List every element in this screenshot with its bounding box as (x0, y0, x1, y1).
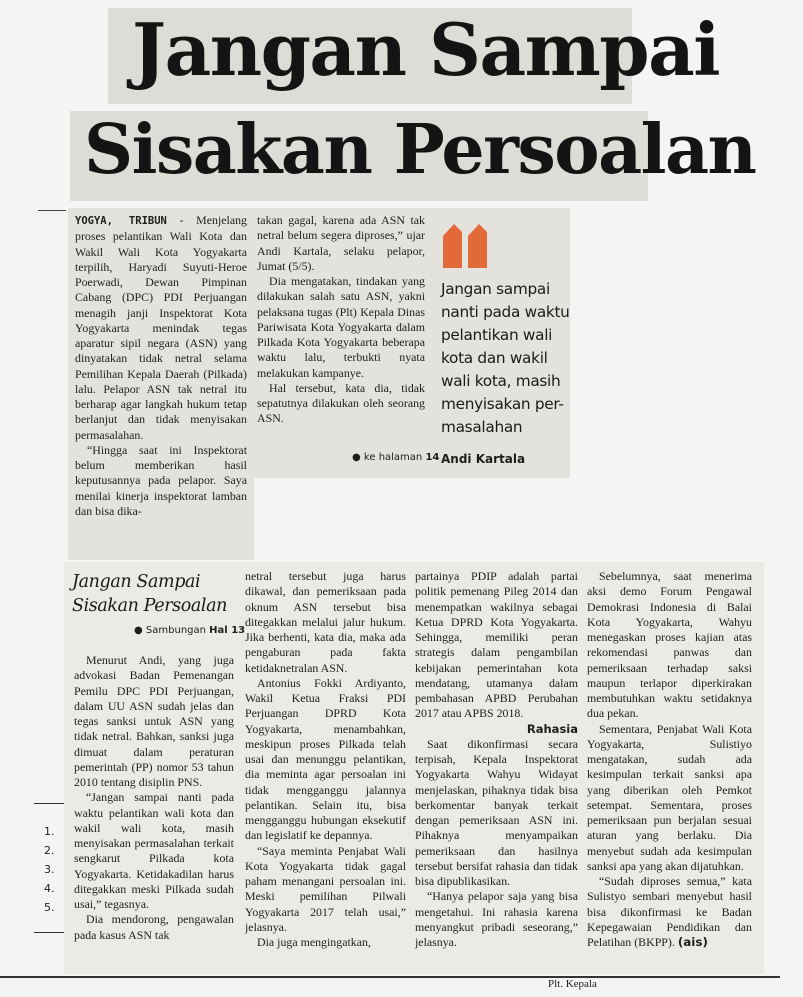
pull-quote-line: wali kota, masih (441, 372, 561, 390)
paragraph: Sementara, Penjabat Wali Kota Yogyakarta, Sulistiyo mengatakan, sudah ada kesimpulan terkait sanksi apa yang diberikan oleh Pemkot setempat. Sementara, proses pemeriksaan pun berjalan sesuai aturan yang berlaku. Dia menyebut sudah ada kesimpulan sanksi apa yang akan dijatuhkan. (587, 721, 752, 873)
front-column-1 (75, 213, 247, 553)
margin-number: 3. (44, 863, 55, 876)
bullet-icon: ● (352, 452, 361, 463)
paragraph: “Hanya pelapor saja yang bisa mengetahui. Ini rahasia karena menyangkut pribadi seseorang,” jelasnya. (415, 889, 578, 949)
margin-number: 2. (44, 844, 55, 857)
dateline: YOGYA, TRIBUN (75, 215, 167, 227)
margin-number: 5. (44, 901, 55, 914)
continuation-from-label: Sambungan (145, 625, 206, 636)
jump-page: 14 (425, 452, 440, 463)
continuation-from-page: Hal 13 (209, 625, 246, 636)
quote-marks-icon (440, 222, 492, 270)
pull-quote-line: pelantikan wali (441, 326, 553, 344)
continuation-column-1 (74, 653, 234, 965)
headline-line-2: Sisakan Persoalan (84, 110, 756, 190)
bottom-rule (0, 976, 780, 978)
paragraph: Antonius Fokki Ardiyanto, Wakil Ketua Fraksi PDI Perjuangan DPRD Kota Yogyakarta, menambahkan, meskipun proses Pilkada telah usai dan menunggu pelantikan, dia meminta agar persoalan ini tidak mengganggu jalannya pelantikan. Selain itu, bisa mengganggu hubungan eksekutif dan legislatif ke depannya. (245, 675, 406, 843)
paragraph: Dia juga mengingatkan, (257, 935, 371, 949)
pull-quote-line: menyisakan per- (441, 395, 564, 413)
paragraph: “Jangan sampai nanti pada waktu pelantikan wali kota dan wakil wali kota, masih menyisakan permasalahan terkait sengkarut Pilkada kota Yogyakarta. Ketidakadilan harus ditegakkan meski Pilkada sudah usai,” tegasnya. (74, 790, 234, 911)
pull-quote-attribution: Andi Kartala (441, 452, 526, 466)
paragraph: “Hingga saat ini Inspektorat belum memberikan hasil keputusannya pada pelapor. Saya menilai kinerja inspektorat lamban dan bisa dika- (75, 442, 247, 518)
paragraph: Menurut Andi, yang juga advokasi Badan Pemenangan Pemilu DPC PDI Perjuangan, dalam UU ASN sudah jelas dan tegas sanksi untuk ASN yang tidak netral. Bahkan, sanksi juga dimuat dalam peraturan pemerintah (PP) nomor 53 tahun 2010 tentang disiplin PNS. (74, 653, 234, 789)
paragraph: Dia mengatakan, tindakan yang dilakukan salah satu ASN, yakni pelaksana tugas (Plt) Kepala Dinas Pariwisata Kota Yogyakarta dalam Pilkada Kota Yogyakarta beberapa waktu lalu, terbukti nyata melakukan kampanye. (257, 274, 425, 380)
front-column-2 (257, 213, 425, 443)
continuation-column-3 (415, 569, 578, 965)
paragraph: Sebelumnya, saat menerima aksi demo Forum Pengawal Demokrasi Indonesia di Balai Kota Yogyakarta, Wahyu menegaskan proses kajian atas rekomendasi panwas dan pemeriksaan terhadap saksi maupun terlapor diperkirakan membutuhkan waktu setidaknya dua pekan. (587, 569, 752, 721)
continuation-title-line: Sisakan Persoalan (72, 596, 228, 616)
pull-quote-line: masalahan (441, 418, 523, 436)
pull-quote (441, 278, 571, 439)
paragraph: netral tersebut juga harus dikawal, dan pemeriksaan pada oknum ASN tersebut bisa ditegakkan melalui jalur hukum. Jika berhenti, kata dia, maka ada pengaburan pada fakta ketidaknetralan ASN. (245, 569, 406, 675)
jump-label: ke halaman (363, 452, 423, 463)
paragraph: - Menjelang proses pelantikan Wali Kota dan Wakil Wali Kota Yogyakarta terpilih, Haryadi Suyuti-Heroe Poerwadi, Dewan Pimpinan Cabang (DPC) PDI Perjuangan menagih janji Inspektorat Kota Yogyakarta menindak tegas aparatur sipil negara (ASN) yang dinyatakan tidak netral selama Pemilihan Kepala Daerah (Pilkada) lalu. Pelapor ASN tak netral itu berharap agar langkah hukum tetap berlanjut dan tidak menyisakan permasalahan. (75, 213, 247, 442)
margin-number: 4. (44, 882, 55, 895)
paragraph: partainya PDIP adalah partai politik pemenang Pileg 2014 dan menempatkan wakilnya sebagai Ketua DPRD Kota Yogyakarta. Sehingga, memiliki peran strategis dalam pengambilan kebijakan pemerintahan kota mendatang, utamanya dalam pembahasan APBD Perubahan 2017 atau APBS 2018. (415, 569, 578, 721)
pull-quote-line: nanti pada waktu (441, 303, 570, 321)
column-rule (38, 210, 66, 211)
margin-numbers (44, 822, 55, 917)
subhead: Rahasia (526, 721, 578, 736)
paragraph: Dia mendorong, pengawalan pada kasus ASN tak (74, 912, 234, 942)
paragraph (587, 874, 752, 950)
bullet-icon: ● (134, 625, 143, 636)
continuation-column-2 (245, 569, 406, 965)
pull-quote-line: Jangan sampai (441, 280, 550, 298)
continuation-title (72, 570, 227, 618)
pull-quote-line: kota dan wakil (441, 349, 548, 367)
author-signature: (ais) (677, 935, 708, 949)
headline-line-1: Jangan Sampai (132, 7, 720, 92)
paragraph-text: “Sudah diproses semua,” kata Sulistyo sembari menyebut hasil bisa dikonfirmasi ke Badan Kepegawaian Pendidikan dan Pelatihan (BKPP). (587, 874, 752, 949)
paragraph: Saat dikonfirmasi secara terpisah, Kepala Inspektorat Yogyakarta Wahyu Widayat menjelaskan, pihaknya tidak bisa berkomentar banyak terkait dengan pemeriksaan ASN ini. Pihaknya menyampaikan pemeriksaan dan hasilnya tersebut bersifat rahasia dan tidak bisa dipublikasikan. (415, 736, 578, 888)
jump-line (352, 452, 439, 463)
continuation-from (134, 625, 245, 636)
continuation-column-4 (587, 569, 752, 965)
paragraph: “Saya meminta Penjabat Wali Kota Yogyakarta tidak gagal paham menangani persoalan ini. Meski pemilihan Pilwali Yogyakarta 2017 telah usai,” jelasnya. (245, 843, 406, 934)
margin-number: 1. (44, 825, 55, 838)
continuation-title-line: Jangan Sampai (72, 572, 201, 592)
footer-note: Plt. Kepala (548, 978, 597, 990)
paragraph: takan gagal, karena ada ASN tak netral belum segera diproses,” ujar Andi Kartala, selaku pelapor, Jumat (5/5). (257, 213, 425, 273)
paragraph: Hal tersebut, kata dia, tidak sepatutnya dilakukan oleh seorang ASN. (257, 380, 425, 426)
